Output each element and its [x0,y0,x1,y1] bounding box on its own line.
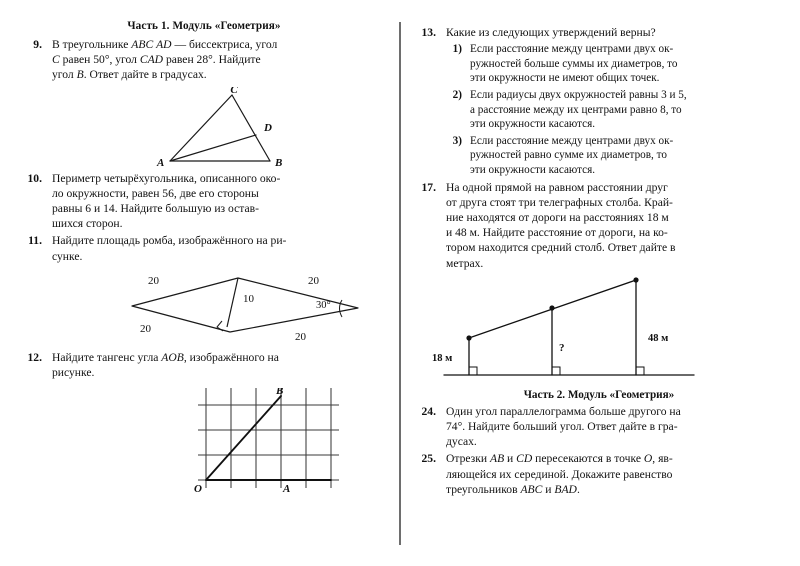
right-column [400,0,800,566]
pole-top-dot-right [633,277,638,282]
figure-grid-angle [20,388,388,498]
rhombus-svg [20,270,400,348]
pole-label-middle: ? [559,341,565,354]
subitem-3-number: 3) [452,134,462,147]
rhombus-side-label-bottom-left: 20 [140,322,151,335]
problem-25-line-1: Отрезки AB и CD пересекаются в точке O, яв- [446,452,673,466]
problem-25 [414,451,784,497]
problem-24-line-3: дусах. [446,435,477,449]
pole-top-dot-middle [549,305,554,310]
problem-9-line-3: угол B. Ответ дайте в градусах. [52,68,207,82]
problem-13-line-1: Какие из следующих утверждений верны? [446,26,656,39]
problem-11-line-2: сунке. [52,249,83,263]
figure-triangle-bisector [20,87,388,169]
problem-17-line-1: На одной прямой на равном расстоянии друг [446,180,668,194]
rhombus-side-label-bottom-right: 20 [295,330,306,343]
problem-11-text [52,233,388,263]
subitem-2-line-3: эти окружности касаются. [470,118,596,131]
problem-9-number: 9. [33,38,42,51]
triangle-bisector-svg [20,87,400,169]
problem-17-text [446,180,784,271]
problem-12-number: 12. [27,350,42,364]
triangle-label-D: D [264,121,272,134]
problem-24-line-1: Один угол параллелограмма больше другого на [446,404,681,418]
figure-telegraph-poles [414,275,784,383]
subitem-1-line-3: эти окружности не имеют общих точек. [470,72,660,85]
problem-10-number: 10. [27,171,42,185]
triangle-label-B: B [275,156,283,169]
grid-label-O: O [194,483,202,496]
subitem-3-line-3: эти окружности касаются. [470,163,596,176]
problem-13-subitem-3 [440,134,784,178]
subitem-3-line-2: ружностей равно сумме их диаметров, то [470,149,667,162]
subitem-1-text [470,42,784,86]
triangle-label-C: C [230,86,238,96]
problem-17-line-2: от друга стоят три телеграфных столба. Край- [446,195,673,209]
problem-24-number: 24. [421,404,436,418]
problem-9-text [52,37,388,83]
pole-top-dot-left [466,335,471,340]
problem-25-line-3: треугольников ABC и BAD. [446,482,580,496]
problem-9 [20,37,388,83]
telegraph-poles-svg [414,275,784,383]
problem-9-line-1: В треугольнике ABC AD — биссектриса, угол [52,38,278,51]
triangle-label-A: A [157,156,165,169]
subitem-2-text [470,88,784,132]
problem-11-line-1: Найдите площадь ромба, изображённого на ри- [52,234,287,248]
subitem-1-line-2: ружностей больше суммы их диаметров, то [470,57,678,70]
problem-10-line-3: равны 6 и 14. Найдите большую из остав- [52,202,259,216]
rhombus-side-label-top-left: 20 [148,274,159,287]
problem-10-line-2: ло окружности, равен 56, две его стороны [52,186,259,200]
problem-17-line-6: метрах. [446,256,484,270]
problem-24-line-2: 74°. Найдите больший угол. Ответ дайте в гра- [446,419,678,433]
problem-13-number: 13. [421,26,436,39]
problem-12-line-2: рисунке. [52,366,95,380]
subitem-3-text [470,134,784,178]
problem-10 [20,171,388,232]
problem-13-subitems [440,42,784,177]
problem-13-subitem-1 [440,42,784,86]
subitem-1-line-1: Если расстояние между центрами двух ок- [470,43,674,56]
problem-17-line-4: и 48 м. Найдите расстояние от дороги, на ко- [446,226,668,240]
rhombus-angle-label: 30° [316,299,331,311]
pole-label-right: 48 м [648,332,669,344]
problem-13-text [446,25,784,40]
problem-12-line-1: Найдите тангенс угла AOB, изображённого на [52,350,279,364]
problem-17 [414,180,784,271]
grid-angle-svg [20,388,400,498]
subitem-2-line-1: Если радиусы двух окружностей равны 3 и 5, [470,88,687,101]
problem-24 [414,404,784,450]
subitem-2-line-2: а расстояние между их центрами равно 8, то [470,103,682,116]
part-1-title: Часть 1. Модуль «Геометрия» [127,20,281,32]
figure-rhombus [20,270,388,348]
subitem-2-number: 2) [452,88,462,101]
grid-label-B: B [276,388,284,398]
part-2-title: Часть 2. Модуль «Геометрия» [523,388,675,401]
problem-13-subitem-2 [440,88,784,132]
subitem-3-line-1: Если расстояние между центрами двух ок- [470,134,674,147]
problem-17-line-5: тором находится средний столб. Ответ дайте в [446,241,676,255]
problem-25-text [446,451,784,497]
problem-10-line-4: шихся сторон. [52,217,123,231]
problem-17-number: 17. [421,180,436,194]
problem-25-line-2: ляющейся их серединой. Докажите равенство [446,467,673,481]
problem-24-text [446,404,784,450]
problem-25-number: 25. [421,452,436,466]
problem-11 [20,233,388,263]
problem-9-line-2: C равен 50°, угол CAD равен 28°. Найдите [52,53,261,67]
rhombus-height-label: 10 [243,292,254,305]
pole-label-left: 18 м [432,352,453,364]
rhombus-side-label-top-right: 20 [308,274,319,287]
grid-label-A: A [283,483,291,496]
subitem-1-number: 1) [452,43,462,56]
problem-12-text [52,350,388,380]
problem-11-number: 11. [28,234,42,248]
problem-13 [414,25,784,40]
problem-10-text [52,171,388,232]
problem-17-line-3: ние находятся от дороги на расстояниях 18 м [446,210,669,224]
problem-12 [20,350,388,380]
problem-10-line-1: Периметр четырёхугольника, описанного око- [52,171,281,185]
